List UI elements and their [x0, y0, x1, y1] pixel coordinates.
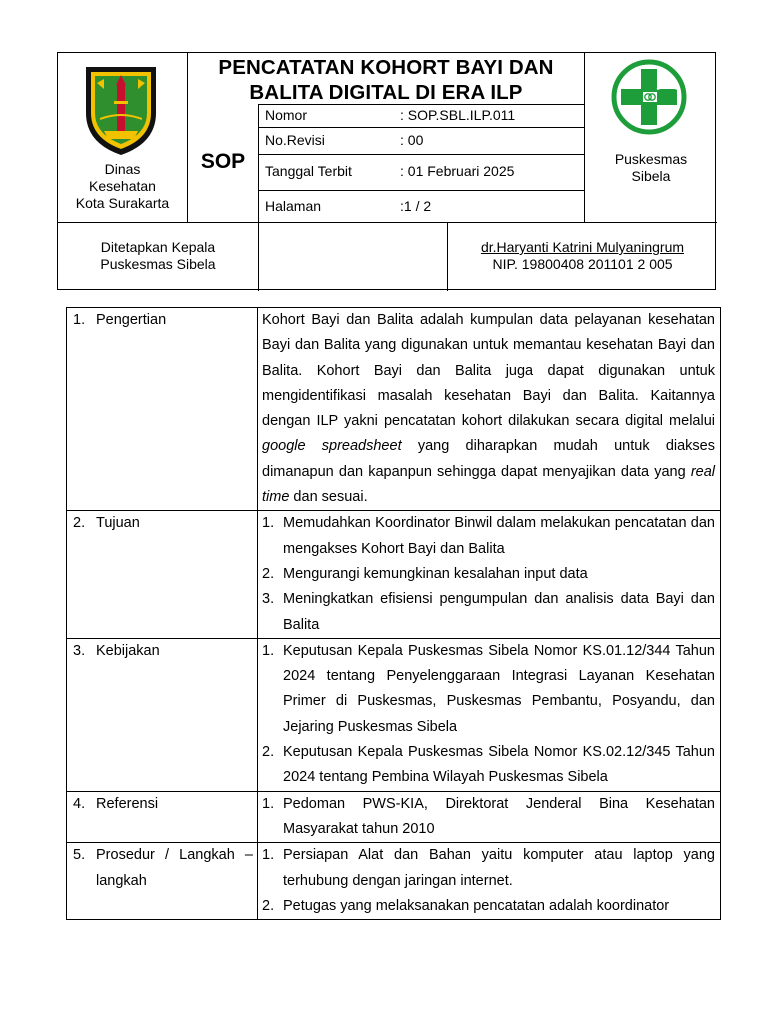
section-label-cell: [67, 308, 258, 511]
halaman-label: Halaman: [265, 198, 322, 214]
list-item: [262, 587, 715, 638]
item-number: 1.: [262, 515, 275, 532]
section-content-cell: [258, 308, 721, 511]
nomor-value: : SOP.SBL.ILP.011: [400, 107, 516, 123]
list-item: [262, 740, 715, 791]
surakarta-emblem-icon: [82, 61, 160, 157]
divider: [258, 154, 584, 155]
text-span: dan sesuai.: [289, 489, 368, 506]
item-text: Keputusan Kepala Puskesmas Sibela Nomor KS.02.12/345 Tahun 2024 tentang Pembina Wilayah Puskesmas Sibela: [283, 744, 715, 786]
item-text: Keputusan Kepala Puskesmas Sibela Nomor KS.01.12/344 Tahun 2024 tentang Penyelenggaraan Integrasi Layanan Kesehatan Primer di Puskesmas, Puskesmas Pembantu, Posyandu, dan Jejaring Puskesmas Sibela: [283, 642, 715, 735]
sop-label: SOP: [200, 150, 246, 173]
nomor-label: Nomor: [265, 107, 308, 123]
item-number: 2.: [262, 565, 275, 582]
section-content-cell: [258, 843, 721, 920]
divider: [584, 53, 585, 222]
established-by: [58, 239, 258, 273]
divider: [258, 190, 584, 191]
section-label: Referensi: [96, 795, 159, 812]
section-label-cell: [67, 791, 258, 843]
section-label: Tujuan: [96, 515, 140, 532]
section-label-cell: [67, 511, 258, 638]
title-line: PENCATATAN KOHORT BAYI DAN: [218, 56, 554, 79]
section-number: 3.: [73, 642, 86, 659]
list-item: [262, 639, 715, 740]
item-text: Petugas yang melaksanakan pencatatan adalah koordinator: [283, 897, 670, 914]
item-number: 1.: [262, 847, 275, 864]
reference-list: [262, 792, 715, 843]
table-row: [67, 308, 721, 511]
signer-block: [448, 239, 717, 273]
department-name: [58, 161, 187, 212]
text-span: Kohort Bayi dan Balita adalah kumpulan data pelayanan kesehatan Bayi dan Balita yang digunakan untuk memantau kesehatan Bayi dan Balita. Kohort Bayi dan Balita juga dapat digunakan untuk mengidentifikasi masalah kesehatan Bayi dan Balita. Kaitannya dengan ILP yakni pencatatan kohort dilakukan secara digital melalui: [262, 312, 715, 430]
established-line: Puskesmas Sibela: [100, 256, 216, 272]
italic-text: google spreadsheet: [262, 438, 402, 455]
item-text: Mengurangi kemungkinan kesalahan input data: [283, 565, 588, 582]
item-number: 1.: [262, 642, 275, 659]
department-line: Kota Surakarta: [75, 195, 170, 211]
puskesmas-line: Puskesmas: [614, 151, 688, 167]
definition-paragraph: [262, 308, 715, 510]
halaman-value: :1 / 2: [400, 198, 432, 214]
section-number: 5.: [73, 847, 86, 864]
section-label-cell: [67, 843, 258, 920]
section-content-cell: [258, 511, 721, 638]
divider: [258, 127, 584, 128]
section-label: Kebijakan: [96, 642, 160, 659]
puskesmas-line: Sibela: [631, 168, 671, 184]
established-line: Ditetapkan Kepala: [100, 239, 216, 255]
section-number: 1.: [73, 312, 86, 328]
item-number: 3.: [262, 591, 275, 608]
signer-nip: NIP. 19800408 201101 2 005: [492, 256, 673, 272]
item-text: Pedoman PWS-KIA, Direktorat Jenderal Bina Kesehatan Masyarakat tahun 2010: [283, 795, 715, 837]
revisi-label: No.Revisi: [265, 132, 325, 148]
item-text: Memudahkan Koordinator Binwil dalam melakukan pencatatan dan mengakses Kohort Bayi dan Balita: [283, 515, 715, 557]
section-number: 2.: [73, 515, 86, 532]
italic-text: real time: [262, 463, 715, 506]
text-span: yang diharapkan mudah untuk diakses dimanapun dan kapanpun sehingga dapat menyajikan data yang: [262, 438, 715, 480]
divider: [258, 104, 259, 291]
list-item: [262, 792, 715, 843]
title-line: BALITA DIGITAL DI ERA ILP: [249, 81, 523, 104]
item-number: 1.: [262, 795, 275, 812]
list-item: [262, 894, 715, 919]
item-number: 2.: [262, 744, 275, 761]
table-row: [67, 638, 721, 791]
section-label-cell: [67, 638, 258, 791]
list-item: [262, 843, 715, 894]
section-content-cell: [258, 638, 721, 791]
table-row: [67, 843, 721, 920]
item-number: 2.: [262, 897, 275, 914]
document-title: [188, 55, 584, 105]
table-row: [67, 791, 721, 843]
department-line: Kesehatan: [89, 178, 156, 194]
puskesmas-name: [585, 151, 717, 185]
section-label: Pengertian: [96, 312, 167, 328]
puskesmas-logo-icon: [611, 59, 687, 135]
tanggal-label: Tanggal Terbit: [265, 163, 352, 179]
section-number: 4.: [73, 795, 86, 812]
signer-name: dr.Haryanti Katrini Mulyaningrum: [480, 239, 685, 255]
table-row: [67, 511, 721, 638]
list-item: [262, 562, 715, 587]
department-line: Dinas: [104, 161, 141, 177]
policy-list: [262, 639, 715, 791]
procedure-list: [262, 843, 715, 919]
section-content-cell: [258, 791, 721, 843]
objective-list: [262, 511, 715, 637]
sop-content-table: [66, 307, 721, 920]
tanggal-value: : 01 Februari 2025: [400, 163, 515, 179]
sop-header-table: [57, 52, 716, 290]
item-text: Meningkatkan efisiensi pengumpulan dan analisis data Bayi dan Balita: [283, 591, 715, 633]
list-item: [262, 511, 715, 562]
item-text: Persiapan Alat dan Bahan yaitu komputer atau laptop yang terhubung dengan jaringan internet.: [283, 847, 715, 889]
divider: [58, 222, 717, 223]
revisi-value: : 00: [400, 132, 424, 148]
section-label: Prosedur / Langkah – langkah: [96, 847, 253, 889]
